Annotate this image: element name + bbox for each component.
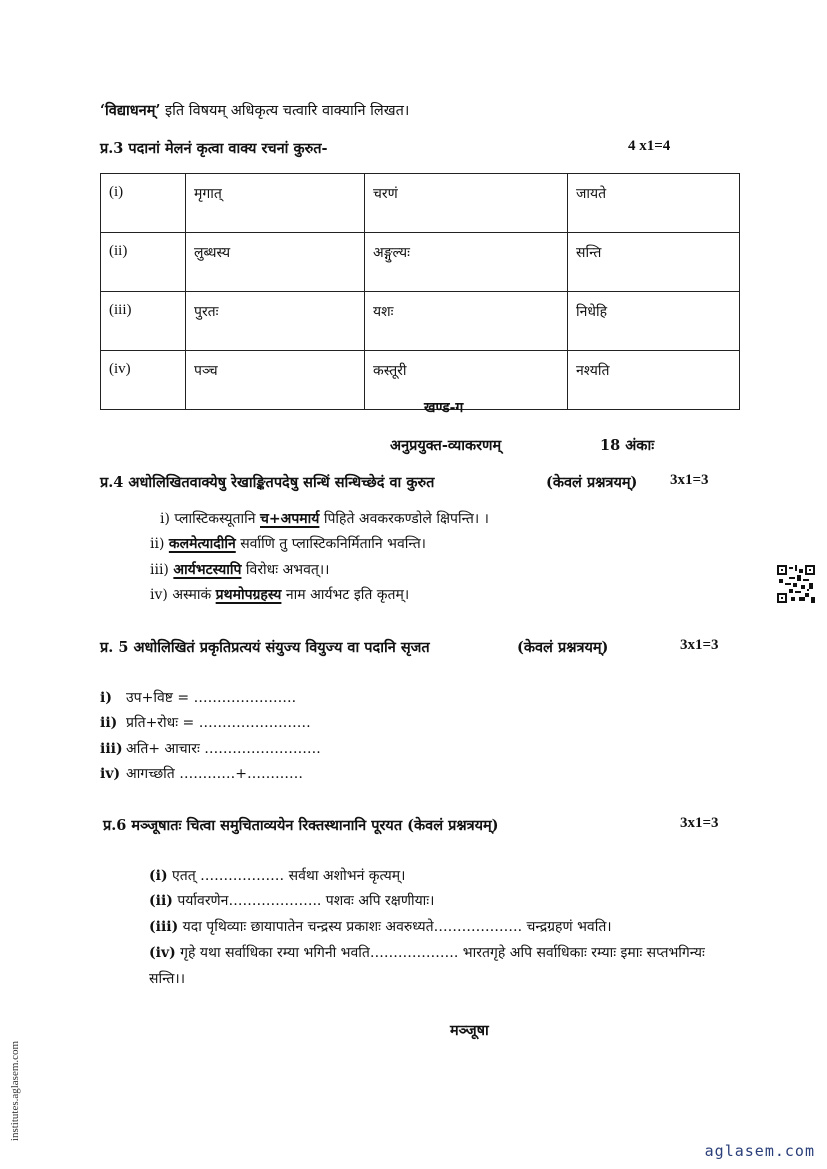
item-number: i) [100, 690, 112, 706]
item-number: iii) [100, 741, 123, 757]
table-cell: निधेहि [568, 292, 740, 351]
item-text: गृहे यथा सर्वाधिका रम्या भगिनी भवति………………. भारतगृहे अपि सर्वाधिकाः रम्याः इमाः सप्तभगिन्यः [180, 945, 705, 961]
underlined-word: आर्यभटस्यापि [173, 562, 242, 578]
footer-watermark: aglasem.com [704, 1142, 815, 1160]
item-pre: अस्माकं [172, 587, 216, 603]
row-number: (iv) [101, 351, 186, 410]
underlined-word: कलमेत्यादीनि [168, 536, 236, 552]
q4-title: प्र.4 अधोलिखितवाक्येषु रेखाङ्कितपदेषु सन्धिं सन्धिच्छेदं वा कुरुत [100, 474, 435, 491]
q4-note: (केवलं प्रश्नत्रयम्) [546, 474, 638, 491]
table-cell: नश्यति [568, 351, 740, 410]
item-text: उप+विष्ट = …………………. [126, 690, 297, 706]
item-text: प्रति+रोधः = …………………… [126, 715, 311, 731]
table-cell: मृगात् [186, 174, 365, 233]
table-cell: कस्तूरी [365, 351, 568, 410]
intro-rest: इति विषयम् अधिकृत्य चत्वारि वाक्यानि लिखत। [160, 103, 410, 119]
table-cell: पञ्च [186, 351, 365, 410]
item-number: (iii) [149, 919, 179, 935]
table-row [101, 351, 740, 410]
item-post: नाम आर्यभट इति कृतम्। [281, 587, 410, 603]
section-heading: अनुप्रयुक्त-व्याकरणम् [390, 437, 502, 454]
qr-code-icon [777, 565, 815, 603]
table-cell: लुब्धस्य [186, 233, 365, 292]
q4-item [150, 560, 329, 579]
item-number: ii) [100, 715, 118, 731]
row-number: (ii) [101, 233, 186, 292]
row-number: (iii) [101, 292, 186, 351]
item-text: यदा पृथिव्याः छायापातेन चन्द्रस्य प्रकाशः अवरुध्यते………………. चन्द्रग्रहणं भवति। [182, 919, 612, 935]
item-number: (i) [149, 868, 168, 884]
q5-item [100, 713, 311, 732]
intro-line [100, 100, 409, 120]
q6-continuation: सन्ति।। [149, 971, 185, 987]
item-number: ii) [150, 536, 165, 552]
q5-note: (केवलं प्रश्नत्रयम्) [517, 639, 609, 656]
q5-item [100, 764, 303, 783]
item-number: (ii) [149, 893, 173, 909]
item-text: आगच्छति …………+………… [126, 766, 303, 782]
q5-item [100, 688, 296, 707]
q5-item [100, 739, 321, 758]
q6-item [149, 866, 405, 885]
q4-item [150, 585, 409, 604]
underlined-word: च+अपमार्य [260, 511, 320, 527]
q6-item [149, 891, 434, 910]
word-matching-table [100, 173, 740, 410]
q5-marks: 3x1=3 [680, 637, 719, 653]
underlined-word: प्रथमोपग्रहस्य [215, 587, 282, 603]
table-cell: यशः [365, 292, 568, 351]
table-row [101, 292, 740, 351]
table-cell: सन्ति [568, 233, 740, 292]
item-number: iv) [100, 766, 121, 782]
row-number: (i) [101, 174, 186, 233]
table-cell: चरणं [365, 174, 568, 233]
section-marks: 18 अंकाः [600, 437, 655, 454]
intro-topic: ‘विद्याधनम्’ [100, 102, 161, 119]
item-text: अति+ आचारः ……………………. [126, 741, 321, 757]
item-number: iii) [150, 562, 169, 578]
q4-item [160, 509, 489, 528]
item-number: iv) [150, 587, 168, 603]
table-row [101, 233, 740, 292]
table-cell: पुरतः [186, 292, 365, 351]
table-cell: अङ्गुल्यः [365, 233, 568, 292]
section-khand: खण्ड-ग [424, 400, 464, 416]
item-pre: प्लास्टिकस्यूतानि [174, 511, 260, 527]
item-text: पर्यावरणेन……………….. पशवः अपि रक्षणीयाः। [177, 893, 435, 909]
item-post: विरोधः अभवत्।। [241, 562, 330, 578]
item-post: पिहिते अवकरकण्डोले क्षिपन्ति। । [319, 511, 489, 527]
side-watermark: institutes.aglasem.com [9, 1040, 21, 1142]
q6-item [149, 943, 705, 962]
q4-marks: 3x1=3 [670, 472, 709, 488]
table-cell: जायते [568, 174, 740, 233]
q3-marks: 4 x1=4 [628, 138, 671, 154]
q6-item [149, 917, 612, 936]
item-text: एतत् ……………… सर्वथा अशोभनं कृत्यम्। [172, 868, 406, 884]
q6-marks: 3x1=3 [680, 815, 719, 831]
item-number: i) [160, 511, 170, 527]
manjusha-heading: मञ्जूषा [450, 1022, 489, 1039]
q3-title: प्र.3 पदानां मेलनं कृत्वा वाक्य रचनां कुरुत- [100, 140, 328, 157]
q4-item [150, 534, 426, 553]
item-post: सर्वाणि तु प्लास्टिकनिर्मितानि भवन्ति। [235, 536, 426, 552]
q5-title: प्र. 5 अधोलिखितं प्रकृतिप्रत्ययं संयुज्य वियुज्य वा पदानि सृजत [100, 639, 430, 656]
item-number: (iv) [149, 945, 176, 961]
table-row [101, 174, 740, 233]
q6-title: प्र.6 मञ्जूषातः चित्वा समुचिताव्ययेन रिक्तस्थानानि पूरयत (केवलं प्रश्नत्रयम्) [103, 817, 499, 834]
